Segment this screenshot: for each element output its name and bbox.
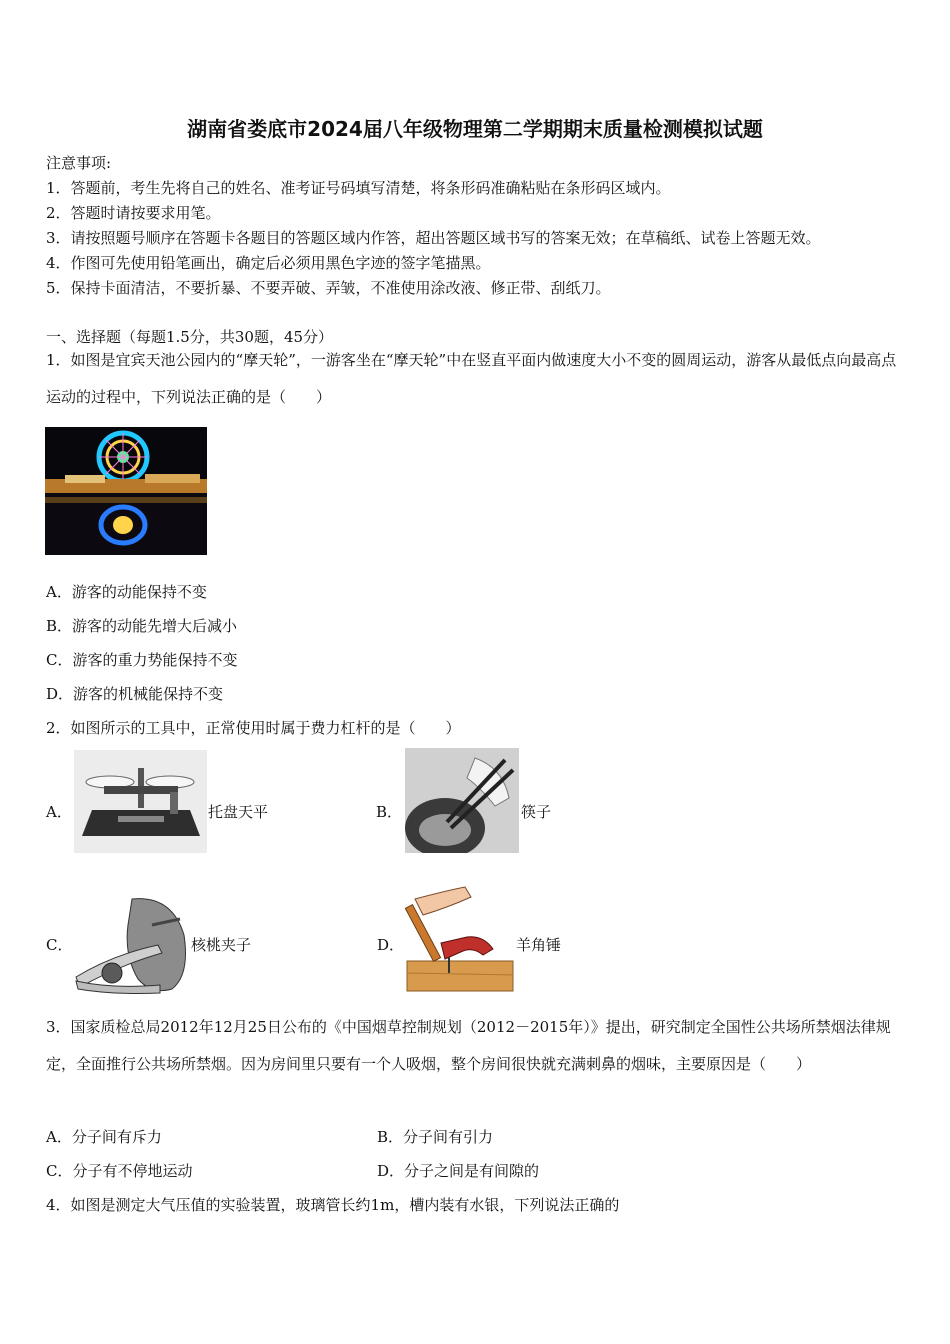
section-heading: 一、选择题（每题1.5分，共30题，45分） bbox=[46, 328, 334, 346]
q1-option-b: B．游客的动能先增大后减小 bbox=[46, 617, 238, 635]
notice-item-4: 4．作图可先使用铅笔画出，确定后必须用黑色字迹的签字笔描黑。 bbox=[46, 254, 491, 272]
q4-stem: 4．如图是测定大气压值的实验装置，玻璃管长约1m，槽内装有水银，下列说法正确的 bbox=[46, 1196, 620, 1214]
balance-scale-image bbox=[74, 750, 207, 853]
q3-option-b: B．分子间有引力 bbox=[377, 1128, 494, 1146]
notice-item-1: 1．答题前，考生先将自己的姓名、准考证号码填写清楚，将条形码准确粘贴在条形码区域内。 bbox=[46, 179, 671, 197]
nutcracker-image bbox=[72, 895, 190, 995]
nutcracker-illustration bbox=[72, 895, 190, 995]
q2-option-a-letter: A． bbox=[46, 803, 72, 821]
q3-option-c: C．分子有不停地运动 bbox=[46, 1162, 193, 1180]
notice-item-3: 3．请按照题号顺序在答题卡各题目的答题区域内作答，超出答题区域书写的答案无效；在草稿纸、试卷上答题无效。 bbox=[46, 229, 821, 247]
q3-stem: 3．国家质检总局2012年12月25日公布的《中国烟草控制规划（2012－2015年）》提出，研究制定全国性公共场所禁烟法律规定，全面推行公共场所禁烟。因为房间里只要有一个人吸烟，整个房间很快就充满刺鼻的烟味，主要原因是（ ） bbox=[46, 1018, 891, 1073]
q2-option-b-text: 筷子 bbox=[521, 803, 552, 821]
q1-stem: 1．如图是宜宾天池公园内的“摩天轮”，一游客坐在“摩天轮”中在竖直平面内做速度大小不变的圆周运动，游客从最低点向最高点运动的过程中，下列说法正确的是（ ） bbox=[46, 351, 897, 406]
q2-stem: 2．如图所示的工具中，正常使用时属于费力杠杆的是（ ） bbox=[46, 719, 461, 737]
notice-heading: 注意事项: bbox=[46, 154, 112, 172]
chopsticks-illustration bbox=[405, 748, 519, 853]
q1-option-c: C．游客的重力势能保持不变 bbox=[46, 651, 238, 669]
page-title: 湖南省娄底市2024届八年级物理第二学期期末质量检测模拟试题 bbox=[187, 117, 763, 141]
balance-scale-illustration bbox=[74, 750, 207, 853]
notice-item-2: 2．答题时请按要求用笔。 bbox=[46, 204, 221, 222]
ferris-wheel-illustration bbox=[45, 427, 207, 555]
q2-option-c-text: 核桃夹子 bbox=[191, 936, 252, 954]
claw-hammer-illustration bbox=[405, 885, 515, 993]
q1-option-d: D．游客的机械能保持不变 bbox=[46, 685, 224, 703]
claw-hammer-image bbox=[405, 885, 515, 993]
notice-item-5: 5．保持卡面清洁，不要折暴、不要弄破、弄皱，不准使用涂改液、修正带、刮纸刀。 bbox=[46, 279, 611, 297]
q1-option-a: A．游客的动能保持不变 bbox=[46, 583, 207, 601]
chopsticks-image bbox=[405, 748, 519, 853]
q2-option-c-letter: C． bbox=[46, 936, 73, 954]
q3-option-d: D．分子之间是有间隙的 bbox=[377, 1162, 540, 1180]
q2-option-b-letter: B． bbox=[376, 803, 403, 821]
ferris-wheel-image bbox=[45, 427, 207, 555]
q3-option-a: A．分子间有斥力 bbox=[46, 1128, 162, 1146]
q2-option-a-text: 托盘天平 bbox=[208, 803, 269, 821]
q2-option-d-text: 羊角锤 bbox=[516, 936, 562, 954]
q2-option-d-letter: D． bbox=[377, 936, 405, 954]
